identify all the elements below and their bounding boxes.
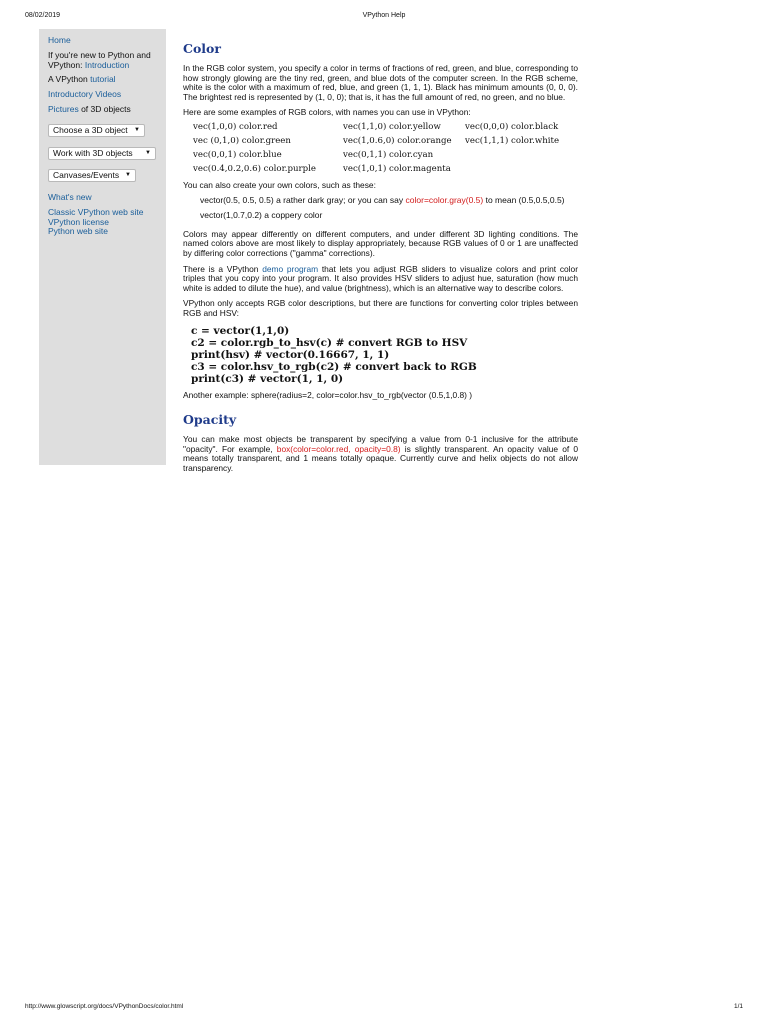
code-line: c = vector(1,1,0) [191, 324, 290, 337]
own-colors-intro: You can also create your own colors, such as these: [183, 179, 376, 190]
table-row [193, 120, 559, 134]
choose-3d-object-select[interactable] [48, 124, 145, 137]
color-examples-table [193, 120, 559, 176]
pictures-link[interactable]: Pictures [48, 104, 79, 114]
gray-suffix: to mean (0.5,0.5,0.5) [483, 194, 565, 205]
pictures-suffix: of 3D objects [78, 104, 131, 114]
table-cell: vec(1,0,1) color.magenta [343, 163, 451, 174]
table-row [193, 148, 559, 162]
color-intro: In the RGB color system, you specify a color in terms of fractions of red, green, and blue, corresponding to how strongly glowing are the tiny red, green, and blue dots of the computer screen. In the RGB scheme, white is the color with a maximum of red, blue, and green (1, 1, 1). Black has minimum amounts (0, 0, 0). The brightest red is represented by (1, 0, 0); that is, it has the full amount of red, no green, and no blue. [183, 63, 578, 102]
canvases-events-select[interactable] [48, 169, 136, 182]
choose-3d-object-label: Choose a 3D object [53, 125, 128, 135]
table-cell: vec(0.4,0.2,0.6) color.purple [193, 163, 316, 174]
dropdown-arrow-icon: ▼ [125, 172, 131, 178]
code-line: print(c3) # vector(1, 1, 0) [191, 372, 344, 385]
table-cell: vec (0,1,0) color.green [193, 135, 291, 146]
code-line: c3 = color.hsv_to_rgb(c2) # convert back to RGB [191, 360, 477, 373]
gray-prefix: vector(0.5, 0.5, 0.5) a rather dark gray; or you can say [200, 194, 406, 205]
opacity-heading: Opacity [183, 412, 237, 428]
dropdown-arrow-icon: ▼ [145, 150, 151, 156]
demo-prefix: There is a VPython [183, 263, 263, 274]
canvases-events-label: Canvases/Events [53, 170, 120, 180]
tutorial-link[interactable]: tutorial [90, 74, 116, 84]
opacity-prefix: You can make most objects be transparent by specifying a value from 0-1 inclusive for the attribute "opacity". For example, [183, 434, 578, 454]
opacity-code: box(color=color.red, opacity=0.8) [276, 443, 401, 454]
print-page-number: 1/1 [733, 1003, 743, 1010]
classic-vpython-link[interactable]: Classic VPython web site [48, 207, 144, 217]
code-line: print(hsv) # vector(0.16667, 1, 1) [191, 348, 390, 361]
demo-suffix: that lets you adjust RGB sliders to visualize colors and print color triples that you copy into your program. It also provides HSV sliders to adjust hue, saturation (how much white is added to dilute the hue), and value (brightness), which is an alternative way to describe colors. [183, 263, 578, 293]
table-row [193, 134, 559, 148]
intro-videos-link[interactable]: Introductory Videos [48, 89, 122, 99]
new-user-text: If you're new to Python and VPython: [48, 50, 151, 70]
table-cell: vec(1,0.6,0) color.orange [343, 135, 452, 146]
demo-program-link[interactable]: demo program [262, 263, 319, 274]
whats-new-link[interactable]: What's new [48, 192, 92, 202]
print-date: 08/02/2019 [25, 12, 61, 19]
pictures-line [48, 104, 131, 114]
table-cell [465, 162, 559, 176]
demo-paragraph [183, 265, 578, 294]
opacity-suffix: is slightly transparent. An opacity value of 0 means totally transparent, and 1 means totally opaque. Currently curve and helix objects do not allow transparency. [183, 443, 578, 473]
python-site-link[interactable]: Python web site [48, 226, 109, 236]
code-line: c2 = color.rgb_to_hsv(c) # convert RGB to HSV [191, 336, 468, 349]
table-cell [465, 148, 559, 162]
introduction-link[interactable]: Introduction [84, 60, 130, 70]
table-cell: vec(0,0,0) color.black [465, 121, 559, 132]
work-3d-objects-label: Work with 3D objects [53, 148, 133, 158]
work-3d-objects-select[interactable] [48, 147, 156, 160]
print-title: VPython Help [362, 12, 406, 19]
print-url: http://www.glowscript.org/docs/VPythonDocs/color.html [25, 1003, 184, 1010]
another-example: Another example: sphere(radius=2, color=color.hsv_to_rgb(vector (0.5,1,0.8) ) [183, 389, 473, 400]
new-user-note [48, 50, 160, 70]
table-cell: vec(1,1,1) color.white [465, 135, 560, 146]
hsv-intro: VPython only accepts RGB color descriptions, but there are functions for converting color triples between RGB and HSV: [183, 298, 578, 318]
table-cell: vec(1,1,0) color.yellow [343, 121, 441, 132]
table-cell: vec(0,0,1) color.blue [193, 149, 282, 160]
home-link[interactable]: Home [48, 35, 71, 45]
dropdown-arrow-icon: ▼ [134, 127, 140, 133]
opacity-paragraph [183, 435, 578, 473]
vpython-tutorial-line [48, 74, 116, 84]
color-heading: Color [183, 41, 221, 56]
gray-example [200, 196, 578, 206]
table-row [193, 162, 559, 176]
vpython-license-link[interactable]: VPython license [48, 217, 109, 227]
display-note: Colors may appear differently on different computers, and under different 3D lighting conditions. The named colors above are most likely to display appropriately, because RGB values of 0 or 1 are unaffected by differing color corrections ("gamma" corrections). [183, 228, 578, 258]
main-content [183, 41, 578, 479]
sidebar [39, 29, 166, 465]
table-cell: vec(0,1,1) color.cyan [343, 149, 434, 160]
tutorial-prefix: A VPython [48, 74, 91, 84]
table-cell: vec(1,0,0) color.red [193, 121, 278, 132]
coppery-example: vector(1,0.7,0.2) a coppery color [200, 210, 323, 221]
hsv-code-block [191, 325, 578, 385]
examples-intro: Here are some examples of RGB colors, with names you can use in VPython: [183, 107, 471, 118]
gray-code: color=color.gray(0.5) [405, 194, 484, 205]
